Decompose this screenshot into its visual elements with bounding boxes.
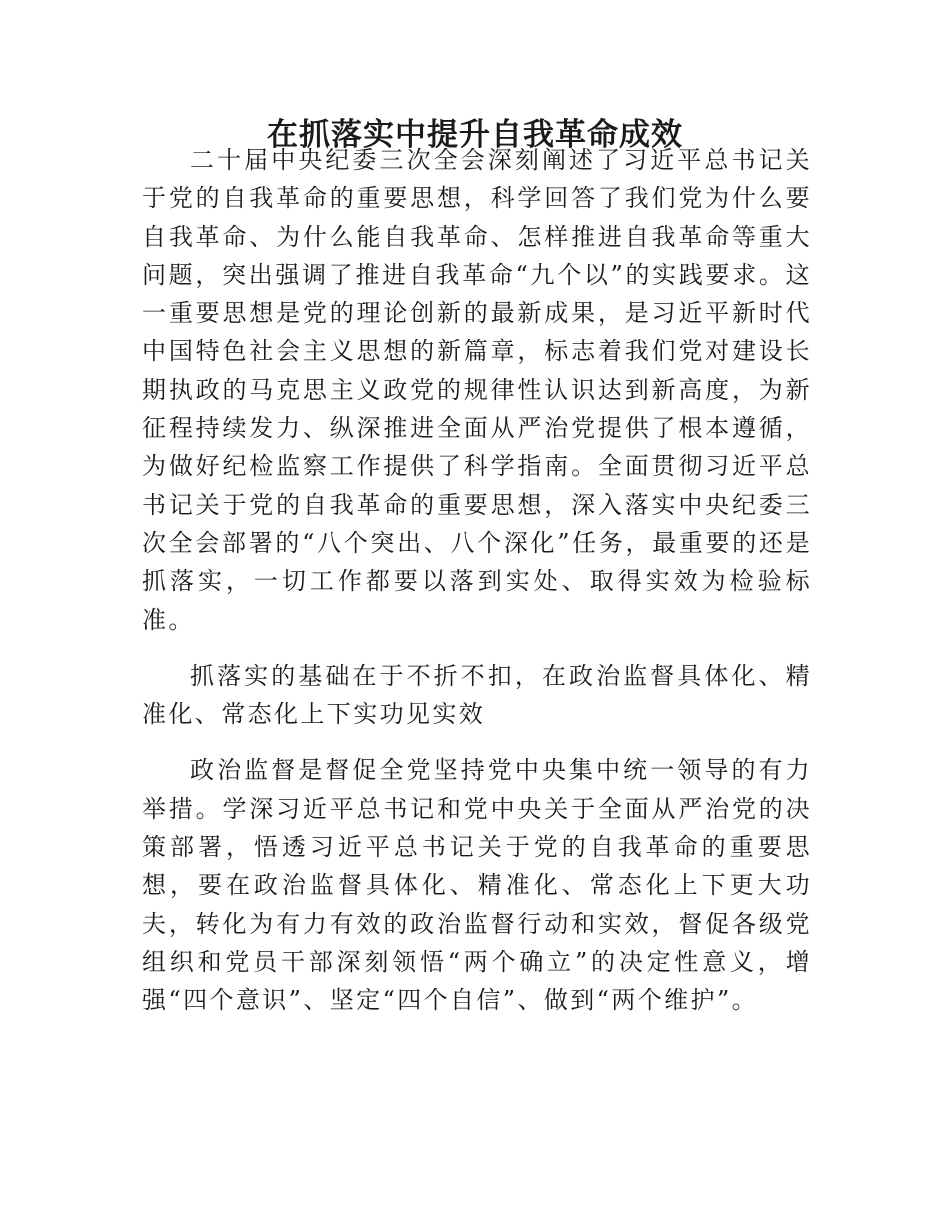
- paragraph-political-supervision: 政治监督是督促全党坚持党中央集中统一领导的有力举措。学深习近平总书记和党中央关于全面从严治党的决策部署，悟透习近平总书记关于党的自我革命的重要思想，要在政治监督具体化、精准化、常态化上下更大功夫，转化为有力有效的政治监督行动和实效，督促各级党组织和党员干部深刻领悟“两个确立”的决定性意义，增强“四个意识”、坚定“四个自信”、做到“两个维护”。: [142, 756, 812, 1015]
- document-title: 在抓落实中提升自我革命成效: [267, 117, 683, 153]
- paragraph-section-heading: 抓落实的基础在于不折不扣，在政治监督具体化、精准化、常态化上下实功见实效: [142, 661, 812, 729]
- document-body: [142, 141, 812, 1020]
- paragraph-intro: 二十届中央纪委三次全会深刻阐述了习近平总书记关于党的自我革命的重要思想，科学回答了我们党为什么要自我革命、为什么能自我革命、怎样推进自我革命等重大问题，突出强调了推进自我革命“九个以”的实践要求。这一重要思想是党的理论创新的最新成果，是习近平新时代中国特色社会主义思想的新篇章，标志着我们党对建设长期执政的马克思主义政党的规律性认识达到新高度，为新征程持续发力、纵深推进全面从严治党提供了根本遵循，为做好纪检监察工作提供了科学指南。全面贯彻习近平总书记关于党的自我革命的重要思想，深入落实中央纪委三次全会部署的“八个突出、八个深化”任务，最重要的还是抓落实，一切工作都要以落到实处、取得实效为检验标准。: [142, 146, 812, 634]
